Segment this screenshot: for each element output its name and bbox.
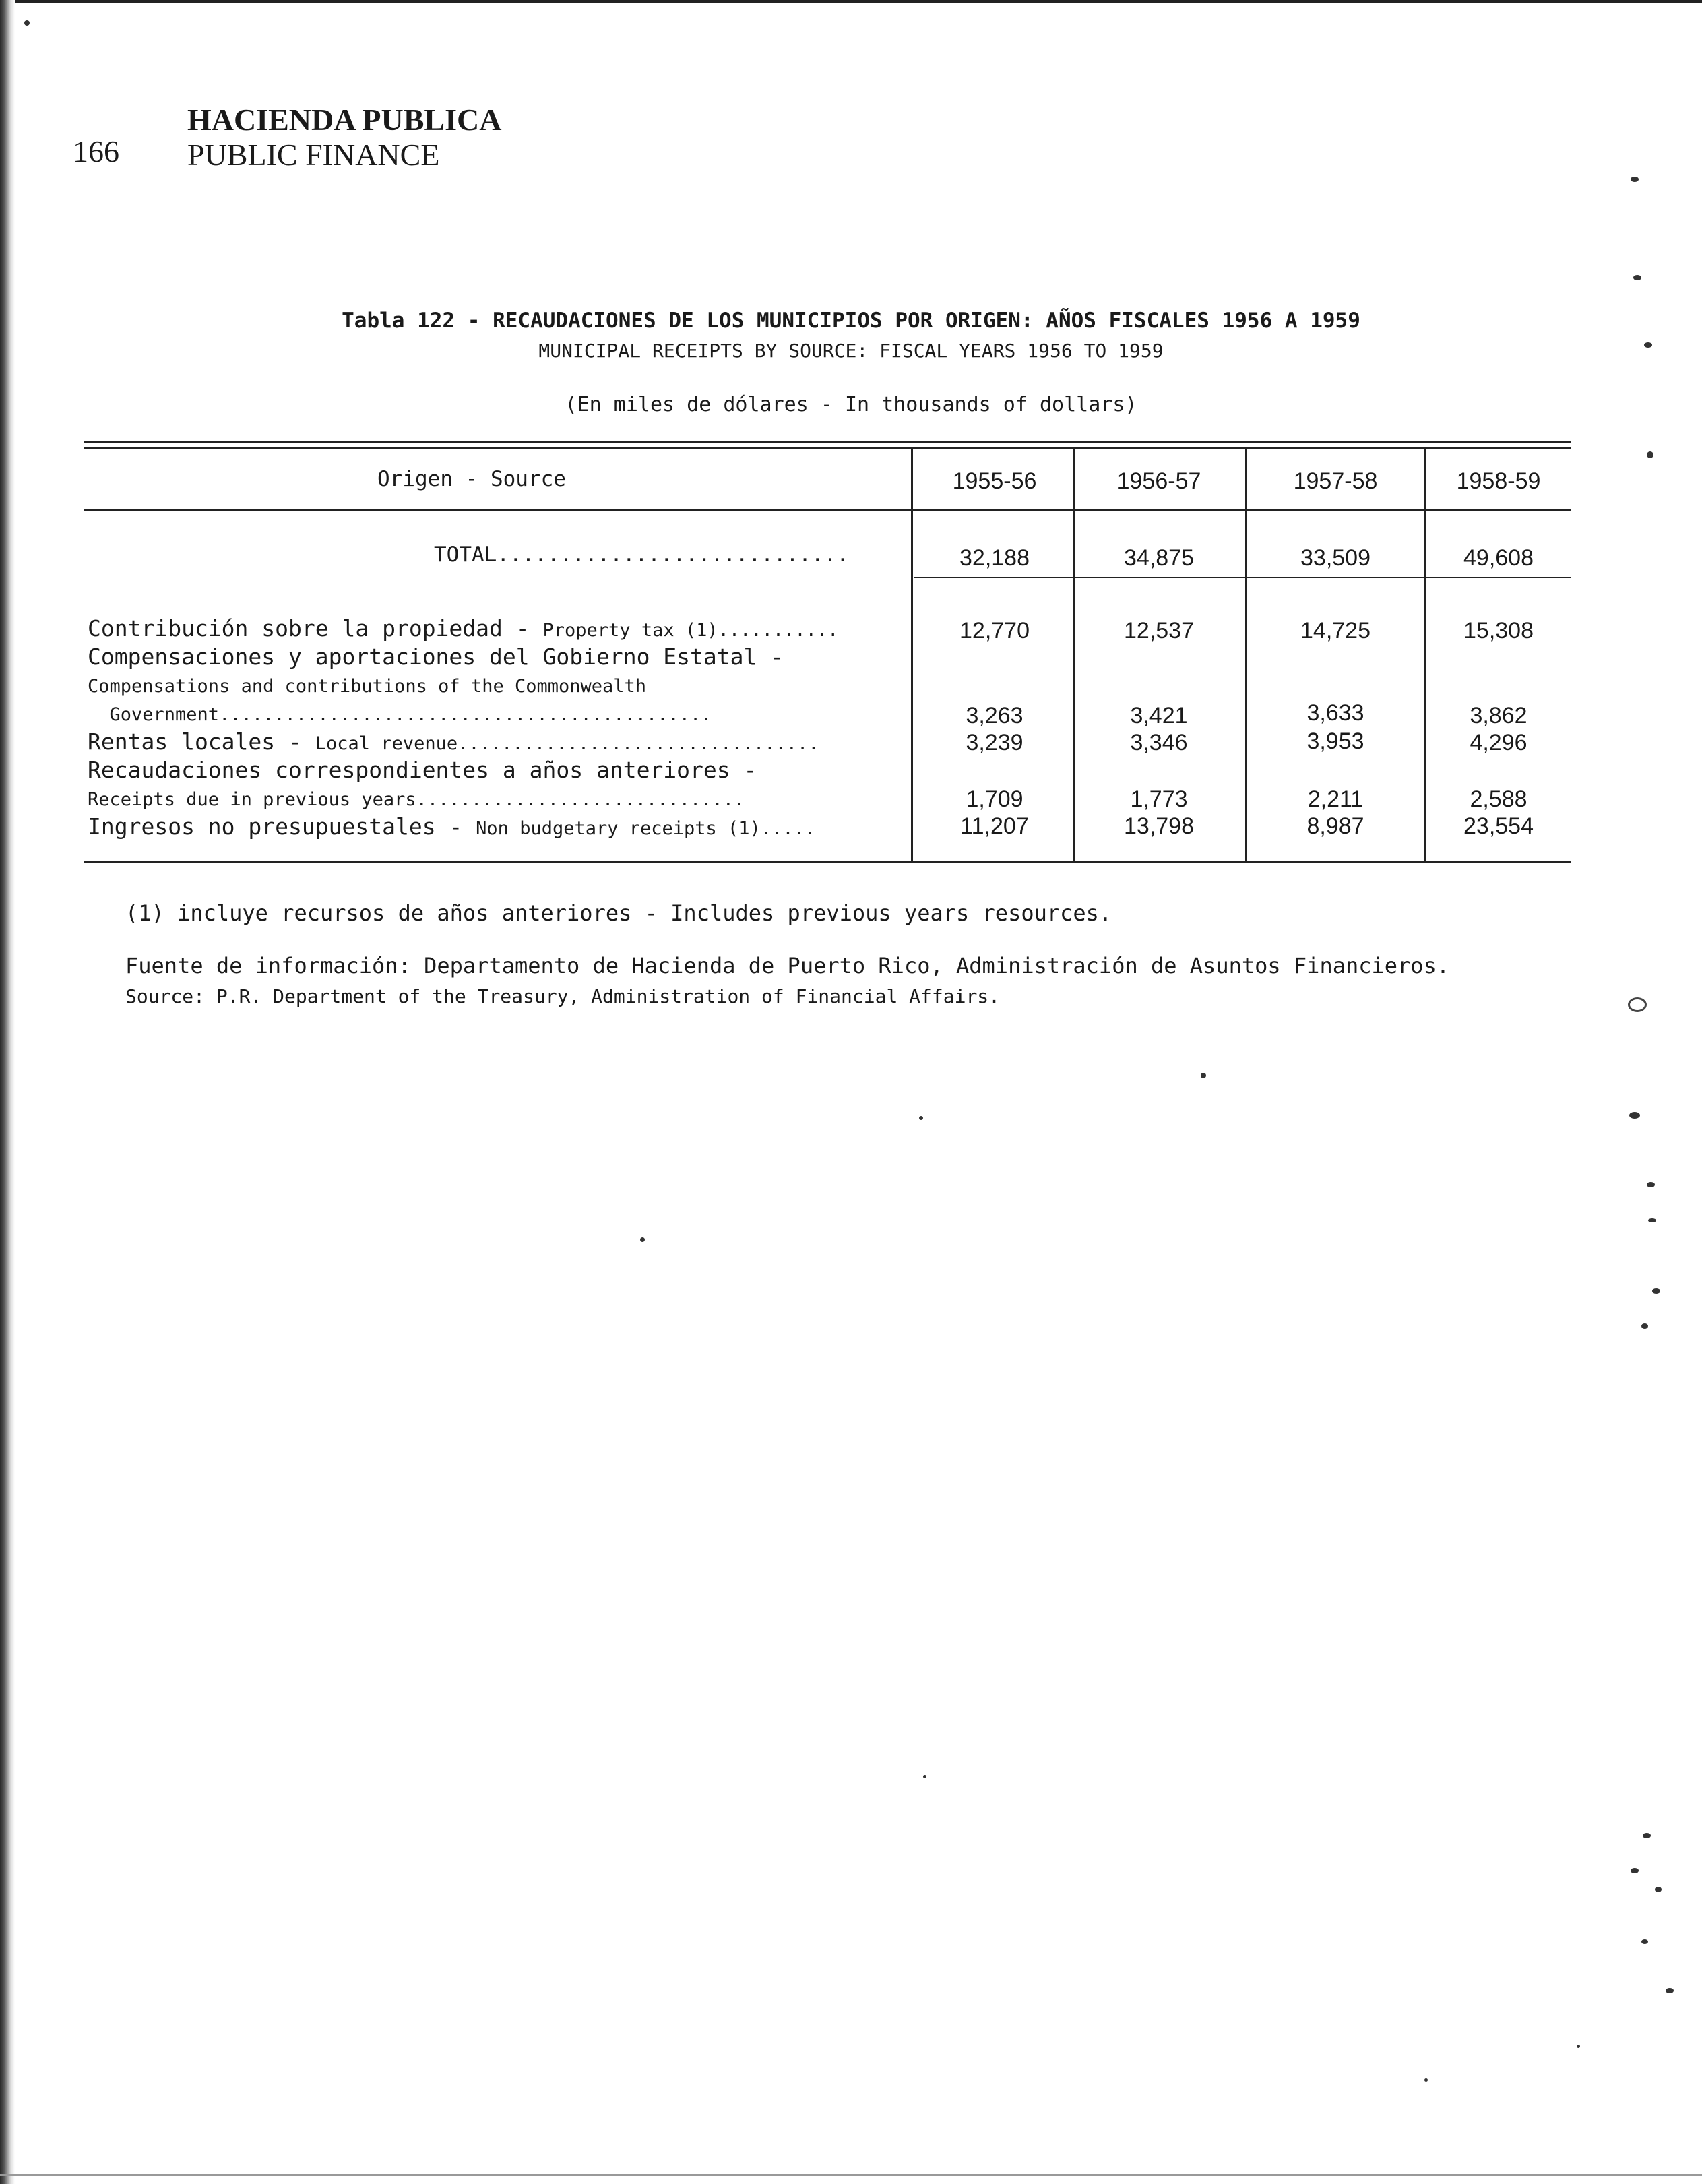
scan-speck bbox=[1631, 177, 1639, 182]
table-units: (En miles de dólares - In thousands of dollars) bbox=[565, 393, 1137, 416]
column-header-1958-59: 1958-59 bbox=[1456, 468, 1541, 494]
scan-speck bbox=[1648, 1218, 1656, 1222]
total-value-1956-57: 34,875 bbox=[1124, 545, 1194, 571]
table-row-label bbox=[88, 813, 815, 840]
scan-speck bbox=[24, 20, 30, 26]
scan-speck bbox=[1424, 2078, 1428, 2082]
column-divider-3 bbox=[1245, 448, 1247, 861]
row-label-spanish: Ingresos no presupuestales - bbox=[88, 813, 476, 840]
table-row-label: Recaudaciones correspondientes a años anteriores - bbox=[88, 757, 757, 783]
source-note-spanish: Fuente de información: Departamento de Hacienda de Puerto Rico, Administración de Asuntos Financieros. bbox=[125, 953, 1450, 978]
scan-speck bbox=[1201, 1073, 1206, 1078]
table-cell: 3,633 bbox=[1306, 700, 1364, 726]
running-head-spanish: HACIENDA PUBLICA bbox=[187, 102, 502, 137]
table-cell: 2,211 bbox=[1307, 786, 1364, 812]
table-cell: 3,421 bbox=[1130, 703, 1188, 728]
scan-speck bbox=[1643, 1833, 1651, 1838]
table-cell: 3,263 bbox=[966, 703, 1023, 728]
scan-speck bbox=[1641, 1323, 1648, 1329]
source-note-english: Source: P.R. Department of the Treasury, Administration of Financial Affairs. bbox=[125, 985, 1001, 1007]
table-top-rule bbox=[84, 441, 1571, 443]
table-cell: 4,296 bbox=[1470, 730, 1527, 755]
table-cell: 15,308 bbox=[1463, 618, 1534, 644]
scan-speck bbox=[1644, 342, 1652, 348]
scan-speck bbox=[1628, 997, 1647, 1012]
table-row-label bbox=[88, 615, 838, 642]
scan-speck bbox=[1631, 1868, 1639, 1873]
row-label-english: Property tax (1)........... bbox=[542, 620, 839, 641]
scan-speck bbox=[1629, 1112, 1640, 1119]
table-cell: 3,953 bbox=[1306, 728, 1364, 754]
row-label-english: Non budgetary receipts (1)..... bbox=[476, 818, 816, 839]
table-cell: 12,770 bbox=[959, 618, 1030, 644]
scan-speck bbox=[1647, 1182, 1655, 1187]
total-value-1955-56: 32,188 bbox=[959, 545, 1030, 571]
table-title-block bbox=[0, 309, 1702, 416]
table-cell: 1,709 bbox=[966, 786, 1023, 812]
column-header-1957-58: 1957-58 bbox=[1293, 468, 1378, 494]
table-top-rule-double bbox=[84, 447, 1571, 449]
scan-speck bbox=[923, 1775, 926, 1778]
scan-speck bbox=[1647, 451, 1653, 458]
column-header-1956-57: 1956-57 bbox=[1116, 468, 1201, 494]
column-header-1955-56: 1955-56 bbox=[952, 468, 1037, 494]
total-value-1958-59: 49,608 bbox=[1463, 545, 1534, 571]
table-cell: 14,725 bbox=[1300, 618, 1370, 644]
scan-speck bbox=[1641, 1939, 1648, 1944]
page-number: 166 bbox=[73, 134, 119, 168]
scan-bottom-edge bbox=[0, 2174, 1702, 2176]
header-origin-source: Origen - Source bbox=[377, 467, 566, 491]
total-rule bbox=[914, 577, 1571, 578]
table-row-label: Compensaciones y aportaciones del Gobierno Estatal - bbox=[88, 644, 784, 670]
receipts-table bbox=[84, 441, 1571, 863]
scan-speck bbox=[919, 1116, 923, 1120]
table-cell: 23,554 bbox=[1463, 813, 1534, 839]
table-title-spanish: Tabla 122 - RECAUDACIONES DE LOS MUNICIPIOS POR ORIGEN: AÑOS FISCALES 1956 A 1959 bbox=[342, 309, 1360, 333]
header-rule bbox=[84, 509, 1571, 511]
scan-top-edge bbox=[0, 0, 1702, 3]
table-cell: 1,773 bbox=[1130, 786, 1188, 812]
scan-speck bbox=[1652, 1288, 1660, 1294]
table-cell: 2,588 bbox=[1470, 786, 1527, 812]
footnote: (1) incluye recursos de años anteriores - Includes previous years resources. bbox=[125, 900, 1112, 926]
table-title-english: MUNICIPAL RECEIPTS BY SOURCE: FISCAL YEARS 1956 TO 1959 bbox=[538, 340, 1164, 362]
table-cell: 3,239 bbox=[966, 730, 1023, 755]
table-row-label: Compensations and contributions of the Commonwealth bbox=[88, 676, 647, 697]
table-row-label: Receipts due in previous years.............................. bbox=[88, 789, 745, 810]
scan-speck bbox=[1655, 1887, 1662, 1892]
row-label-spanish: Contribución sobre la propiedad - bbox=[88, 615, 543, 642]
scan-speck bbox=[1666, 1988, 1674, 1993]
table-cell: 11,207 bbox=[960, 813, 1029, 839]
running-head bbox=[187, 102, 501, 173]
table-bottom-rule bbox=[84, 861, 1571, 863]
scan-speck bbox=[1633, 275, 1641, 280]
table-cell: 3,346 bbox=[1130, 730, 1188, 755]
table-cell: 13,798 bbox=[1124, 813, 1194, 839]
table-cell: 8,987 bbox=[1306, 813, 1364, 839]
table-cell: 3,862 bbox=[1470, 703, 1527, 728]
total-value-1957-58: 33,509 bbox=[1300, 545, 1370, 571]
row-label-spanish: Rentas locales - bbox=[88, 728, 315, 755]
total-label: TOTAL............................ bbox=[434, 542, 849, 567]
scan-speck bbox=[640, 1237, 645, 1242]
running-head-english: PUBLIC FINANCE bbox=[187, 137, 440, 172]
column-divider-1 bbox=[911, 448, 913, 861]
scan-speck bbox=[1577, 2045, 1580, 2048]
row-label-english: Local revenue................................. bbox=[315, 733, 819, 754]
table-cell: 12,537 bbox=[1124, 618, 1194, 644]
table-row-label: Government............................................. bbox=[88, 704, 712, 725]
table-row-label bbox=[88, 728, 819, 755]
